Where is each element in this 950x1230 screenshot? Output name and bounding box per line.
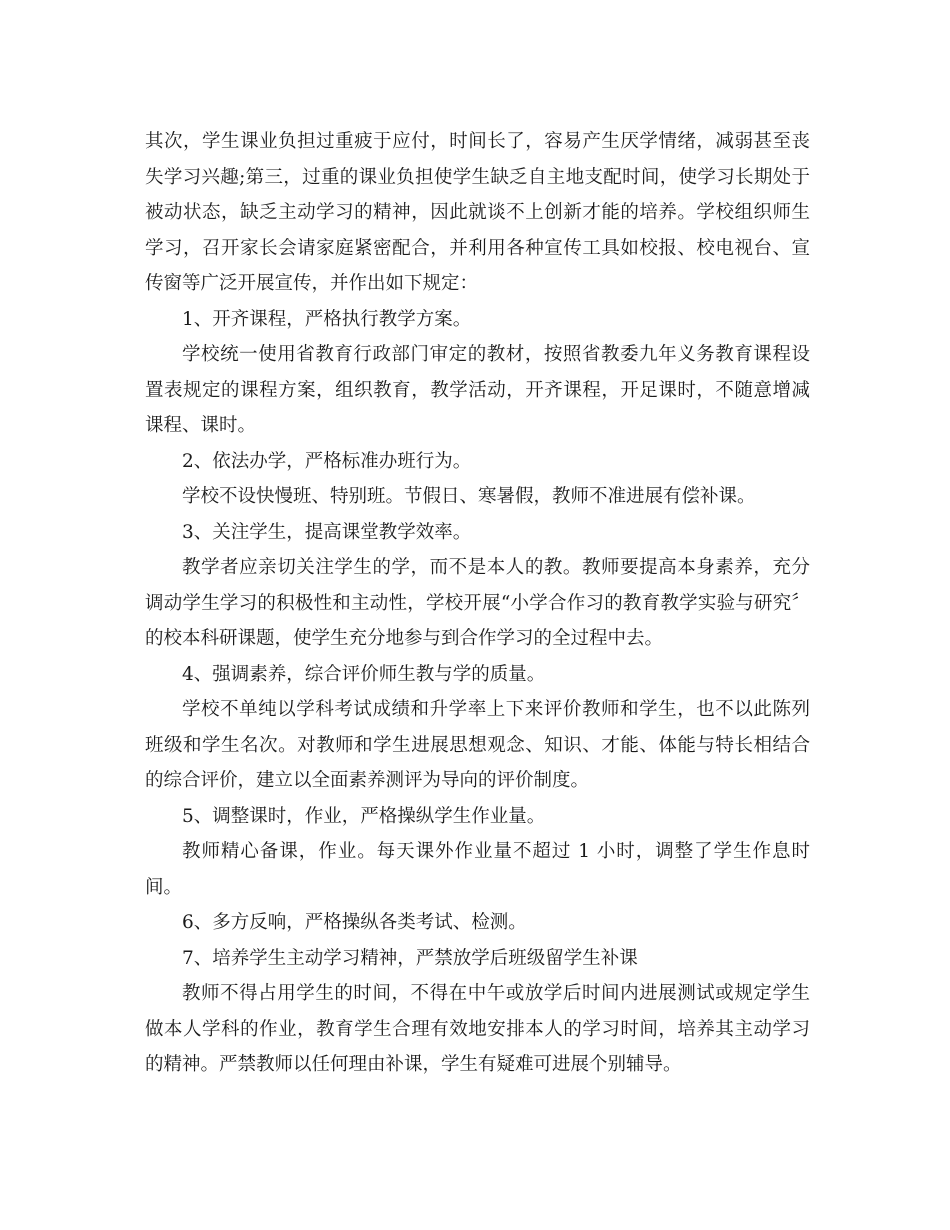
rule-heading-3: 3、关注学生，提高课堂教学效率。 — [182, 521, 472, 543]
rule-body-1: 学校统一使用省教育行政部门审定的教材，按照省教委九年义务教育课程设置表规定的课程方案，组织教育，教学活动，开齐课程，开足课时，不随意增减课程、课时。 — [145, 344, 810, 436]
rule-heading-6: 6、多方反响，严格操纵各类考试、检测。 — [182, 912, 527, 933]
rule-body-3: 教学者应亲切关注学生的学，而不是本人的教。教师要提高本身素养，充分调动学生学习的积极性和主动性，学校开展“小学合作习的教育教学实验与研究〞的校本科研课题，使学生充分地参与到合作学习的全过程中去。 — [145, 557, 810, 649]
rule-body-4: 学校不单纯以学科考试成绩和升学率上下来评价教师和学生，也不以此陈列班级和学生名次。对教师和学生进展思想观念、知识、才能、体能与特长相结合的综合评价，建立以全面素养测评为导向的评价制度。 — [145, 699, 810, 791]
document-body — [145, 124, 810, 1083]
rule-heading-1: 1、开齐课程，严格执行教学方案。 — [182, 308, 472, 330]
rule-heading-4: 4、强调素养，综合评价师生教与学的质量。 — [182, 663, 546, 685]
rule-body-7: 教师不得占用学生的时间，不得在中午或放学后时间内进展测试或规定学生做本人学科的作业，教育学生合理有效地安排本人的学习时间，培养其主动学习的精神。严禁教师以任何理由补课，学生有疑难可进展个别辅导。 — [145, 983, 810, 1075]
paragraph-intro: 其次，学生课业负担过重疲于应付，时间长了，容易产生厌学情绪，减弱甚至丧失学习兴趣;第三，过重的课业负担使学生缺乏自主地支配时间，使学习长期处于被动状态，缺乏主动学习的精神，因此就谈不上创新才能的培养。学校组织师生学习，召开家长会请家庭紧密配合，并利用各种宣传工具如校报、校电视台、宣传窗等广泛开展宣传，并作出如下规定： — [145, 131, 810, 294]
rule-heading-2: 2、依法办学，严格标准办班行为。 — [182, 450, 472, 472]
rule-body-5: 教师精心备课，作业。每天课外作业量不超过 1 小时，调整了学生作息时间。 — [145, 841, 810, 898]
rule-body-2: 学校不设快慢班、特别班。节假日、寒暑假，教师不准进展有偿补课。 — [182, 486, 756, 507]
rule-heading-7: 7、培养学生主动学习精神，严禁放学后班级留学生补课 — [182, 947, 638, 969]
rule-heading-5: 5、调整课时，作业，严格操纵学生作业量。 — [182, 805, 546, 827]
